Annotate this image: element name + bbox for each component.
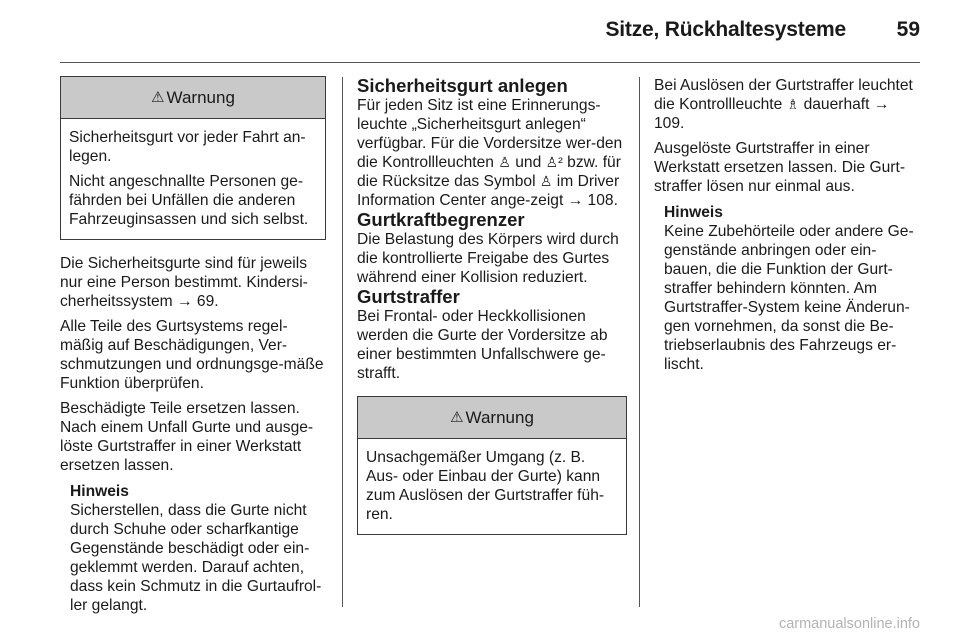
warning-text: Sicherheitsgurt vor jeder Fahrt an-legen. [69,129,306,165]
note-text: Keine Zubehörteile oder andere Ge-genstände anbringen oder ein-bauen, die die Funktion der Gurt-straffer behindern könnten. Am Gurtstraffer-System keine Änderun-gen vornehmen, da sonst die Be-triebserlaubnis des Fahrzeugs er-lischt. [664,223,914,373]
note-block [60,482,326,615]
page-number: 59 [896,18,920,41]
column-divider [342,77,343,607]
warning-box [60,76,326,240]
column-right [654,76,920,374]
section-heading: Gurtstraffer [357,286,460,307]
section-heading: Sicherheitsgurt anlegen [357,75,568,96]
section-heading: Gurtkraftbegrenzer [357,209,525,230]
section-text: Bei Frontal- oder Heckkollisionen werden die Gurte der Vordersitze ab einer bestimmten Unfallschwere ge-strafft. [357,308,608,382]
watermark: carmanualsonline.info [778,616,920,632]
note-title: Hinweis [70,483,129,500]
note-text: Sicherstellen, dass die Gurte nicht durch Schuhe oder scharfkantige Gegenstände beschädigt oder ein-geklemmt werden. Darauf achten, dass kein Schmutz in die Gurtaufrol-ler gelangt. [70,502,322,614]
warning-body [61,119,325,239]
body-text-part: dauerhaft → 109. [654,96,890,132]
warning-label: Warnung [166,88,235,107]
column-middle [357,76,627,549]
airbag-pretensioner-icon: ♗ [786,96,800,112]
section-text-part: Für jeden Sitz ist eine Erinnerungs-leuchte „Sicherheitsgurt anlegen“ verfügbar. Für die Vordersitze wer-den die Kontrollleuchten [357,97,623,171]
note-title: Hinweis [664,204,723,221]
warning-text: Unsachgemäßer Umgang (z. B. Aus- oder Einbau der Gurte) kann zum Auslösen der Gurtstraffer füh-ren. [366,449,605,523]
header-rule [60,62,920,63]
warning-box [357,396,627,535]
body-paragraph: Die Sicherheitsgurte sind für jeweils nur eine Person bestimmt. Kindersi-cherheitssystem → 69. [60,255,308,310]
column-divider [639,77,640,607]
body-paragraph: Ausgelöste Gurtstraffer in einer Werkstatt ersetzen lassen. Die Gurt-straffer lösen nur einmal aus. [654,140,906,195]
body-paragraph: Alle Teile des Gurtsystems regel-mäßig auf Beschädigungen, Ver-schmutzungen und ordnungsge-mäße Funktion überprüfen. [60,318,324,392]
section-text-part: im Driver Information Center ange-zeigt → 108. [357,173,620,209]
warning-triangle-icon: ⚠ [450,409,464,426]
page-title: Sitze, Rückhaltesysteme [605,18,846,41]
body-paragraph: Beschädigte Teile ersetzen lassen. Nach einem Unfall Gurte und ausge-löste Gurtstraffer in einer Werkstatt ersetzen lassen. [60,400,314,474]
warning-header [358,397,626,439]
warning-triangle-icon: ⚠ [151,89,165,106]
section-text-part: und [515,154,542,171]
section-text [357,96,627,210]
section-text: Die Belastung des Körpers wird durch die kontrollierte Freigabe des Gurtes während einer Kollision reduziert. [357,231,619,286]
body-paragraph [654,76,920,133]
body-text-part: Bei Auslösen der Gurtstraffer leuchtet die Kontrollleuchte [654,77,913,113]
warning-body [358,439,626,534]
seatbelt-reminder-icon: ♙ [539,173,553,189]
section-text-part: bzw. für die Rücksitze das Symbol [357,154,621,190]
seatbelt-reminder-icon: ♙ [498,154,511,170]
warning-label: Warnung [465,408,534,427]
seatbelt-reminder-front-icon: ♙² [545,154,563,170]
warning-text: Nicht angeschnallte Personen ge-fährden bei Unfällen die anderen Fahrzeuginsassen und sich selbst. [69,173,309,228]
column-left [60,76,326,615]
note-block [654,203,920,374]
warning-header [61,77,325,119]
